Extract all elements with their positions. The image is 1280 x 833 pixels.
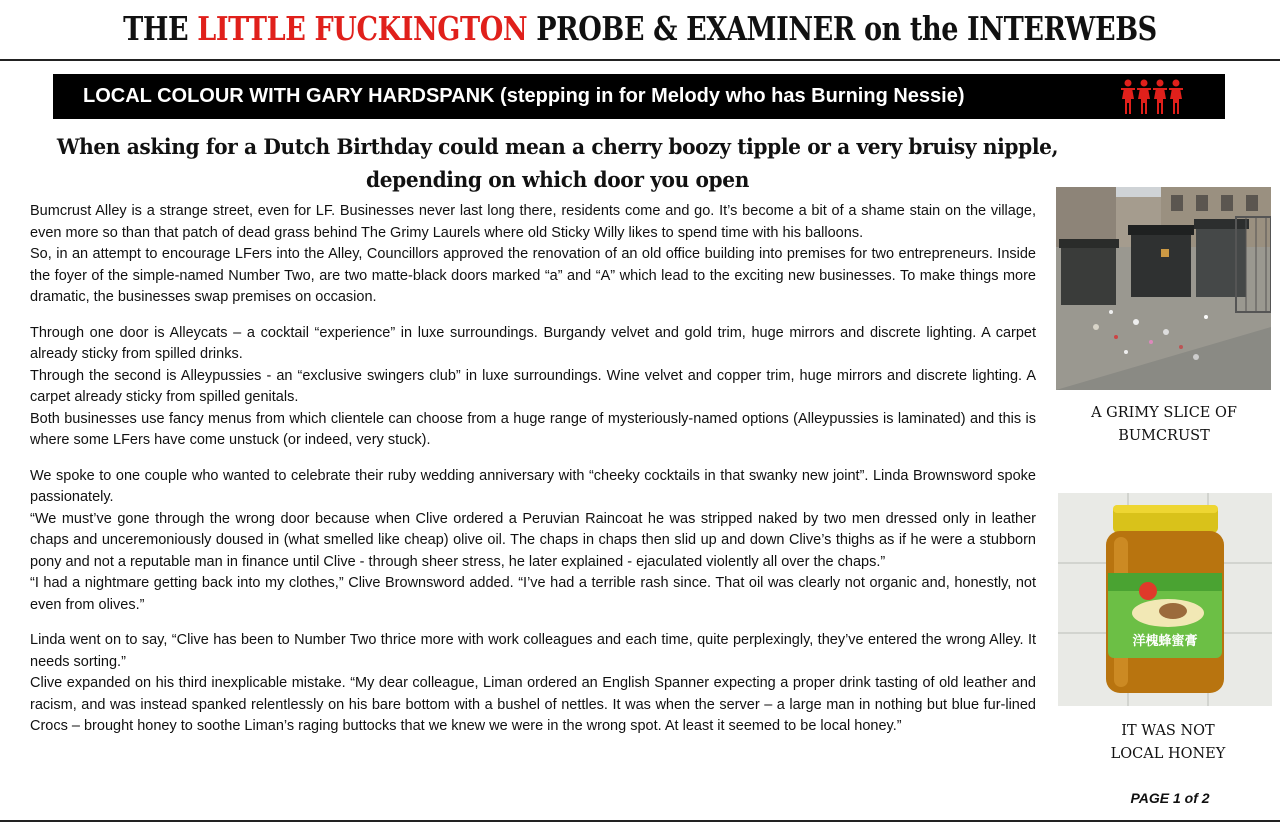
street-bins-photo [1056,187,1271,390]
jar-label-text: 洋槐蜂蜜膏 [1132,634,1198,649]
photo2-caption [1058,720,1278,766]
headline-line2: depending on which door you open [366,167,749,192]
honey-jar-photo [1058,493,1272,706]
paragraph-7: “We must’ve gone through the wrong door because when Clive ordered a Peruvian Raincoat he was stripped naked by two men dressed only in leather chaps and unceremoniously doused in (what smelled like cheap) olive oil. The chaps in chaps then slid up and down Clive’s thighs as if he were a stubborn pony and not a reputable man in finance until Clive - through sheer stress, he later explained - ejaculated violently all over the chaps.” [30,510,1036,570]
caption2-line1: IT WAS NOT [1121,723,1215,739]
photo1-caption [1054,402,1274,448]
paragraph-1: Bumcrust Alley is a strange street, even for LF. Businesses never last long there, residents come and go. It’s become a bit of a shame stain on the village, even more so than that patch of dead grass behind The Grimy Laurels where old Sticky Willy likes to spend time with his balloons. [30,203,1036,241]
headline-line1: When asking for a Dutch Birthday could mean a cherry boozy tipple or a very bruisy nipple, [56,134,1059,159]
paragraph-5: Both businesses use fancy menus from which clientele can choose from a huge range of mysteriously-named options (Alleypussies is laminated) and this is where some LFers have come unstuck (or indeed, very stuck). [30,410,1036,448]
paragraph-8: “I had a nightmare getting back into my clothes,” Clive Brownsword added. “I’ve had a terrible rash since. That oil was clearly not organic and, honestly, not even from olives.” [30,575,1036,613]
masthead-part1: THE [123,9,198,48]
masthead-title [115,0,1165,58]
article-headline [51,130,1064,196]
page-number: PAGE 1 of 2 [1130,790,1210,806]
four-red-figures-icon [1121,79,1185,115]
caption1-line2: BUMCRUST [1118,428,1210,444]
paragraph-3: Through one door is Alleycats – a cocktail “experience” in luxe surroundings. Burgandy velvet and gold trim, huge mirrors and discrete lighting. A carpet already sticky from spilled drinks. [30,324,1036,362]
caption1-line1: A GRIMY SLICE OF [1091,405,1237,421]
masthead-village-name: LITTLE FUCKINGTON [197,9,528,48]
masthead-part3: PROBE & EXAMINER on the INTERWEBS [527,9,1157,48]
paragraph-2: So, in an attempt to encourage LFers into the Alley, Councillors approved the renovation of an old office building into premises for two entrepreneurs. Inside the foyer of the simple-named Number Two, are two matte-black doors marked “a” and “A” which lead to the exciting new businesses. To make things more dramatic, the businesses swap premises on occasion. [30,246,1036,305]
top-divider [0,59,1280,61]
caption2-line2: LOCAL HONEY [1110,746,1226,762]
article-body [30,201,1036,738]
banner-title: LOCAL COLOUR WITH GARY HARDSPANK (stepping in for Melody who has Burning Nessie) [83,85,965,107]
paragraph-10: Clive expanded on his third inexplicable mistake. “My dear colleague, Liman ordered an English Spanner expecting a proper drink tasting of old leather and racism, and was instead spanked relentlessly on his bare bottom with a bushel of nettles. It was when the server – a large man in nothing but blue fur-lined Crocs – brought honey to soothe Liman’s raging buttocks that we knew we were in the wrong spot. At least it seemed to be local honey.” [30,675,1036,734]
paragraph-9: Linda went on to say, “Clive has been to Number Two thrice more with work colleagues and each time, quite perplexingly, they’ve entered the wrong Alley. It needs sorting.” [30,632,1036,670]
section-banner [53,74,1225,119]
bottom-divider [0,820,1280,822]
paragraph-6: We spoke to one couple who wanted to celebrate their ruby wedding anniversary with “cheeky cocktails in that swanky new joint”. Linda Brownsword spoke passionately. [30,467,1036,505]
paragraph-4: Through the second is Alleypussies - an “exclusive swingers club” in luxe surroundings. Wine velvet and copper trim, huge mirrors and discrete lighting. A carpet already sticky from spilled genitals. [30,367,1036,405]
